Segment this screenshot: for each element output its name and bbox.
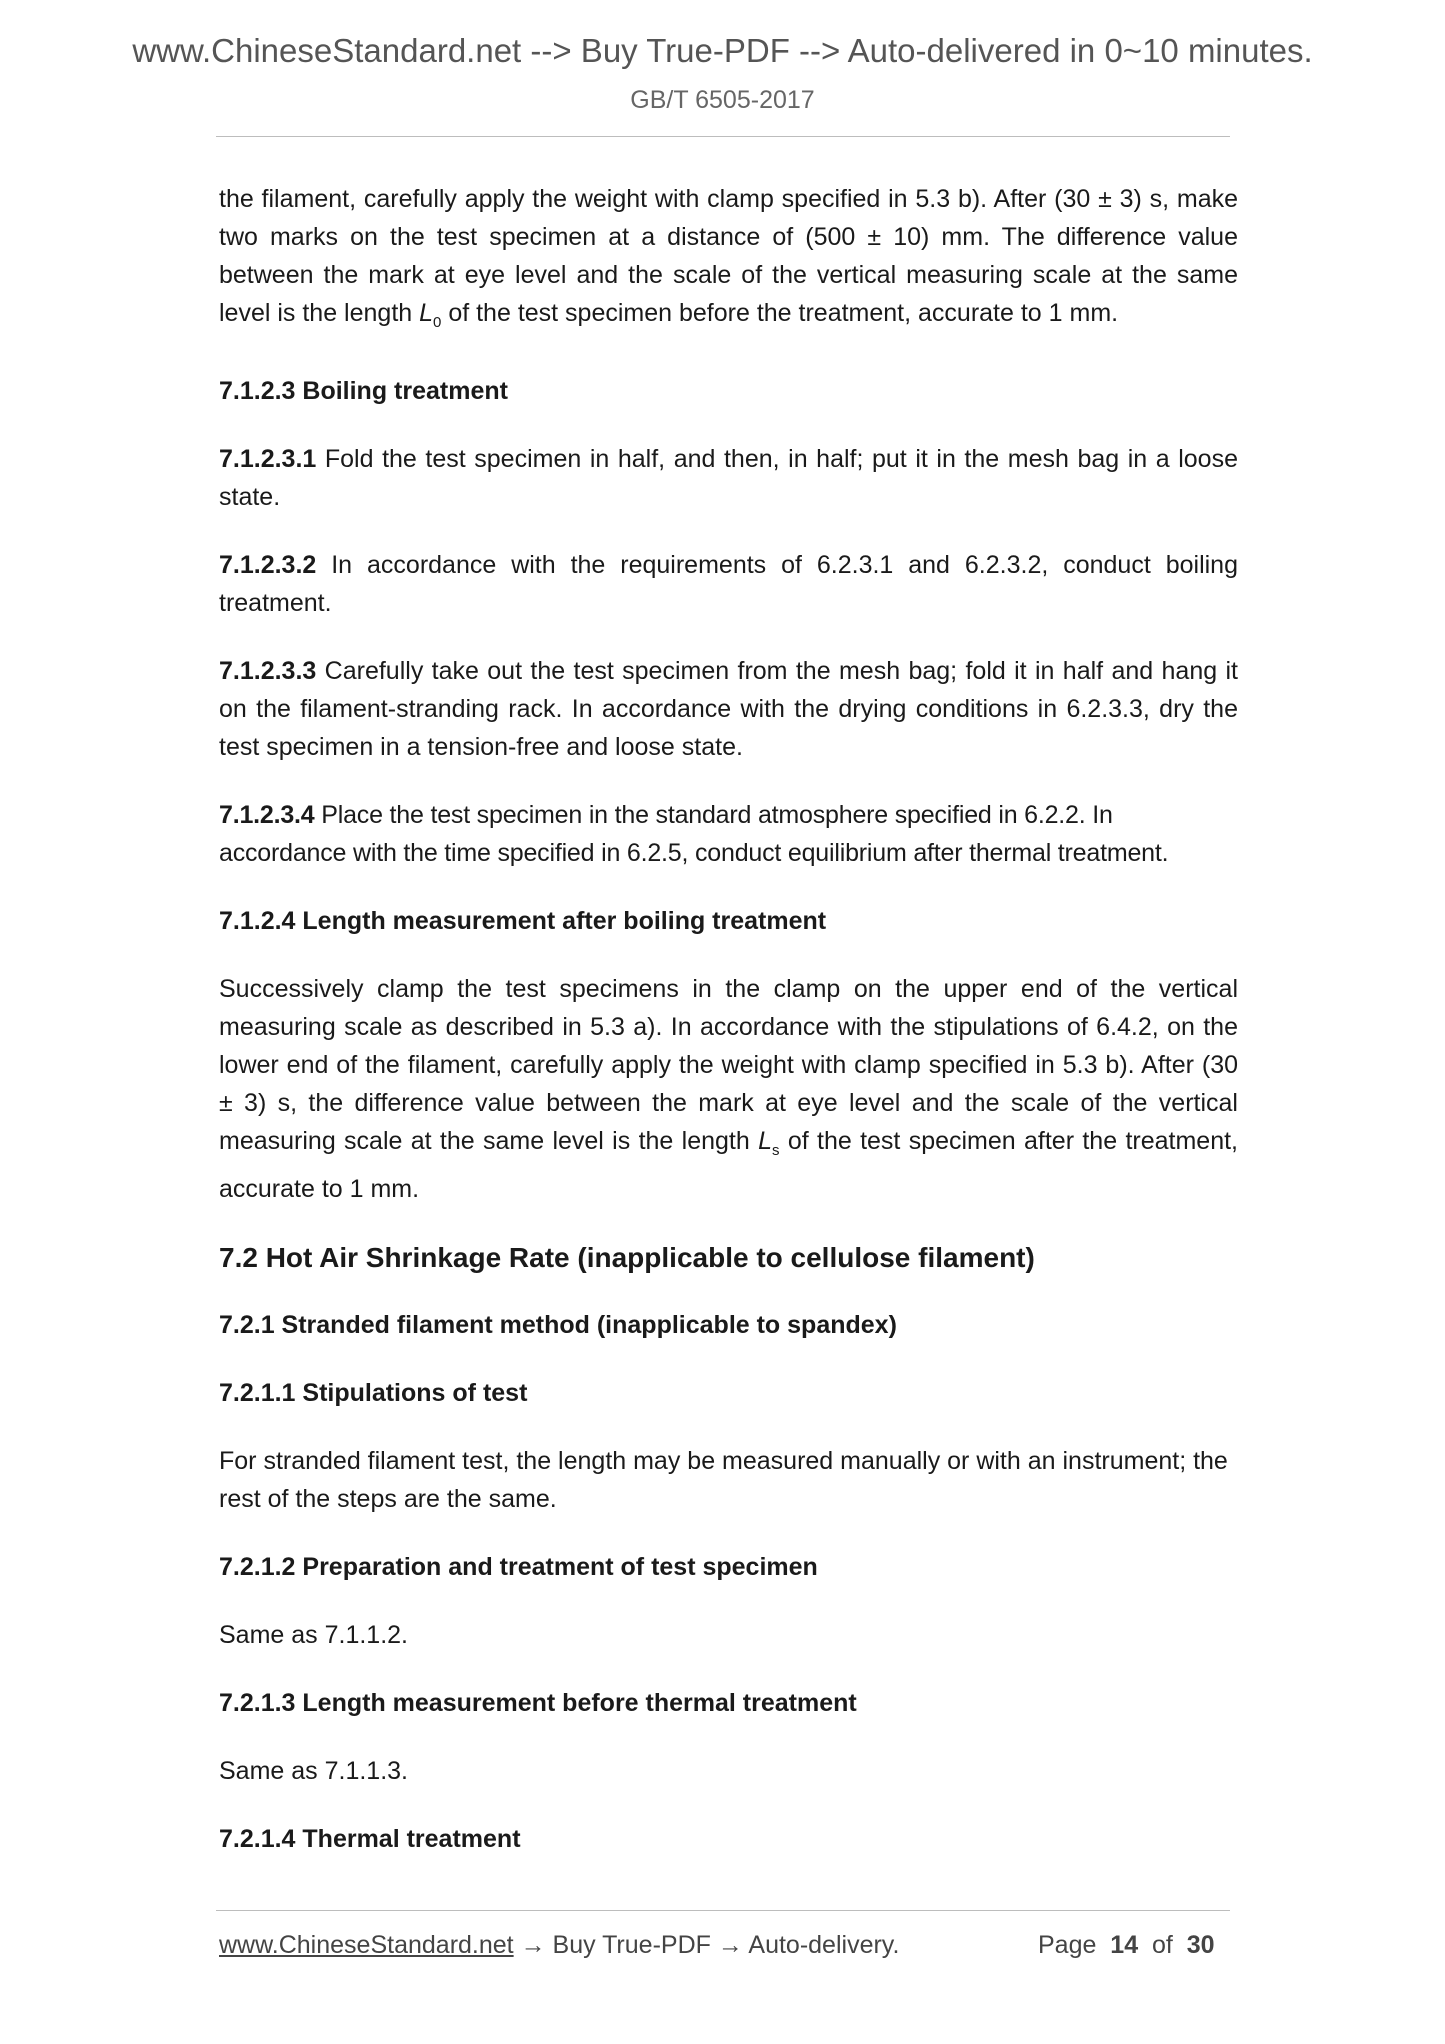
clause-7-1-2-3-3: 7.1.2.3.3 Carefully take out the test specimen from the mesh bag; fold it in half and hang it on the filament-stranding rack. In accordance with the drying conditions in 6.2.3.3, dry the test specimen in a tension-free and loose state.	[219, 657, 1238, 761]
footer-divider	[216, 1910, 1230, 1911]
paragraph-length-after-boiling: Successively clamp the test specimens in the clamp on the upper end of the vertical measuring scale as described in 5.3 a). In accordance with the stipulations of 6.4.2, on the lower end of the filament, carefully apply the weight with clamp specified in 5.3 b). After (30 ± 3) s, the difference value between the mark at eye level and the scale of the vertical measuring scale at the same level is the length $L_s$ of the test specimen after the treatment, accurate to 1 mm.	[219, 975, 1238, 1203]
clause-7-1-2-3-1: 7.1.2.3.1 Fold the test specimen in half, and then, in half; put it in the mesh bag in a loose state.	[219, 445, 1238, 511]
heading-7-2-1-2: 7.2.1.2 Preparation and treatment of test specimen	[219, 1553, 818, 1581]
header-divider	[216, 136, 1230, 137]
top-banner[interactable]: www.ChineseStandard.net --> Buy True-PDF --> Auto-delivered in 0~10 minutes.	[132, 32, 1313, 69]
heading-7-2-1-3: 7.2.1.3 Length measurement before thermal treatment	[219, 1689, 857, 1717]
current-page: 14	[1110, 1931, 1139, 1959]
variable-ls: L	[758, 1127, 772, 1155]
paragraph-stipulations: For stranded filament test, the length may be measured manually or with an instrument; the rest of the steps are the same.	[219, 1447, 1228, 1513]
footer-text: → Buy True-PDF → Auto-delivery.	[513, 1931, 900, 1959]
footer-left	[219, 1931, 899, 1960]
footer-link[interactable]: www.ChineseStandard.net	[219, 1931, 514, 1959]
page-indicator: Page 14 of 30	[1038, 1931, 1215, 1959]
paragraph-length-before-treatment: the filament, carefully apply the weight with clamp specified in 5.3 b). After (30 ± 3) s, make two marks on the test specimen at a distance of (500 ± 10) mm. The difference value between the mark at eye level and the scale of the vertical measuring scale at the same level is the length $L_0$ of the test specimen before the treatment, accurate to 1 mm.	[219, 185, 1238, 331]
document-code: GB/T 6505-2017	[630, 86, 815, 114]
page-content	[219, 180, 1238, 1888]
total-pages: 30	[1186, 1931, 1215, 1959]
variable-l0: L	[419, 299, 434, 327]
heading-7-2-1-1: 7.2.1.1 Stipulations of test	[219, 1379, 528, 1407]
heading-7-2-1: 7.2.1 Stranded filament method (inapplicable to spandex)	[219, 1311, 897, 1339]
heading-7-1-2-3: 7.1.2.3 Boiling treatment	[219, 377, 508, 405]
heading-7-1-2-4: 7.1.2.4 Length measurement after boiling treatment	[219, 907, 827, 935]
heading-7-2: 7.2 Hot Air Shrinkage Rate (inapplicable to cellulose filament)	[219, 1242, 1035, 1273]
heading-7-2-1-4: 7.2.1.4 Thermal treatment	[219, 1825, 521, 1853]
paragraph-same-as-7-1-1-3: Same as 7.1.1.3.	[219, 1757, 409, 1785]
paragraph-same-as-7-1-1-2: Same as 7.1.1.2.	[219, 1621, 409, 1649]
variable-ls-subscript: s	[772, 1142, 780, 1159]
clause-7-1-2-3-2: 7.1.2.3.2 In accordance with the requirements of 6.2.3.1 and 6.2.3.2, conduct boiling treatment.	[219, 551, 1238, 617]
clause-7-1-2-3-4: 7.1.2.3.4 Place the test specimen in the standard atmosphere specified in 6.2.2. In accordance with the time specified in 6.2.5, conduct equilibrium after thermal treatment.	[219, 801, 1169, 867]
variable-l0-subscript: 0	[433, 314, 442, 331]
